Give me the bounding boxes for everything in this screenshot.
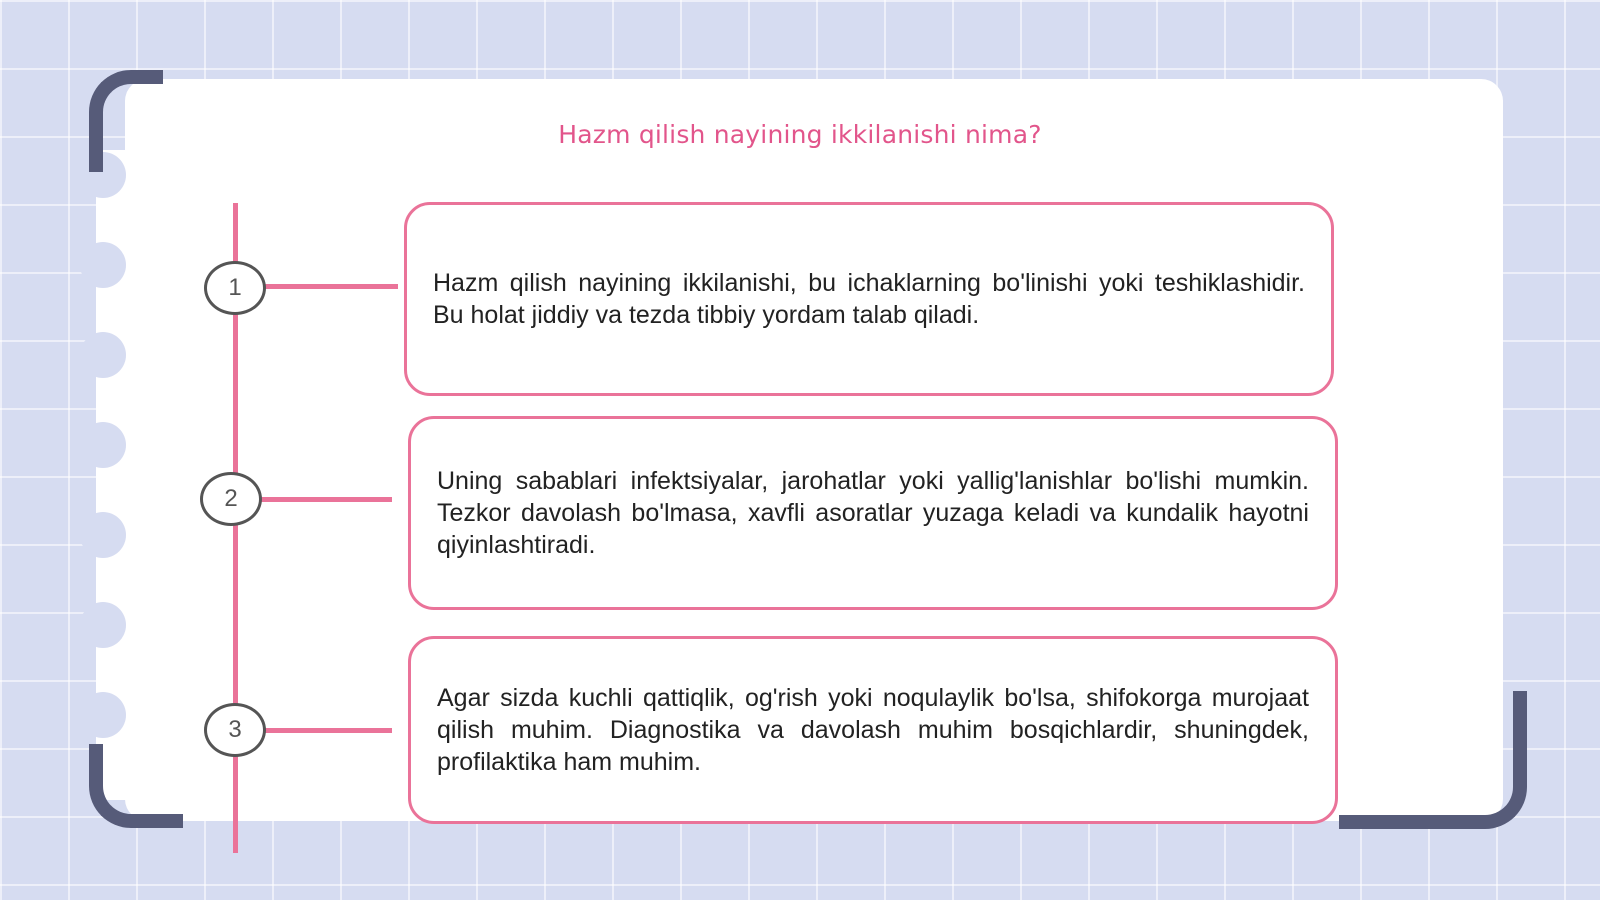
paper-scallop	[80, 422, 126, 468]
step-card	[404, 202, 1334, 396]
corner-bracket-bottom-left	[89, 744, 183, 828]
step-number-circle: 3	[204, 703, 266, 757]
step-number-circle: 1	[204, 261, 266, 315]
step-text: Agar sizda kuchli qattiqlik, og'rish yoki noqulaylik bo'lsa, shifokorga murojaat qilish muhim. Diagnostika va davolash muhim bosqichlardir, shuningdek, profilaktika ham muhim.	[437, 684, 1309, 776]
step-number-circle: 2	[200, 472, 262, 526]
corner-bracket-bottom-right	[1339, 691, 1527, 829]
timeline-connector	[260, 497, 392, 502]
step-text: Uning sabablari infektsiyalar, jarohatlar yoki yallig'lanishlar bo'lishi mumkin. Tezkor davolash bo'lmasa, xavfli asoratlar yuzaga keladi va kundalik hayotni qiyinlashtiradi.	[437, 467, 1309, 559]
paper-scallop	[80, 242, 126, 288]
timeline-connector	[262, 284, 398, 289]
step-card	[408, 416, 1338, 610]
step-card	[408, 636, 1338, 824]
timeline-connector	[262, 728, 392, 733]
corner-bracket-top-left	[89, 70, 163, 172]
step-text: Hazm qilish nayining ikkilanishi, bu ichaklarning bo'linishi yoki teshiklashidir. Bu holat jiddiy va tezda tibbiy yordam talab qiladi.	[433, 269, 1305, 329]
paper-scallop	[80, 692, 126, 738]
paper-scallop	[80, 512, 126, 558]
slide-title: Hazm qilish nayining ikkilanishi nima?	[558, 120, 1042, 149]
paper-scallop	[80, 602, 126, 648]
paper-scallop	[80, 332, 126, 378]
